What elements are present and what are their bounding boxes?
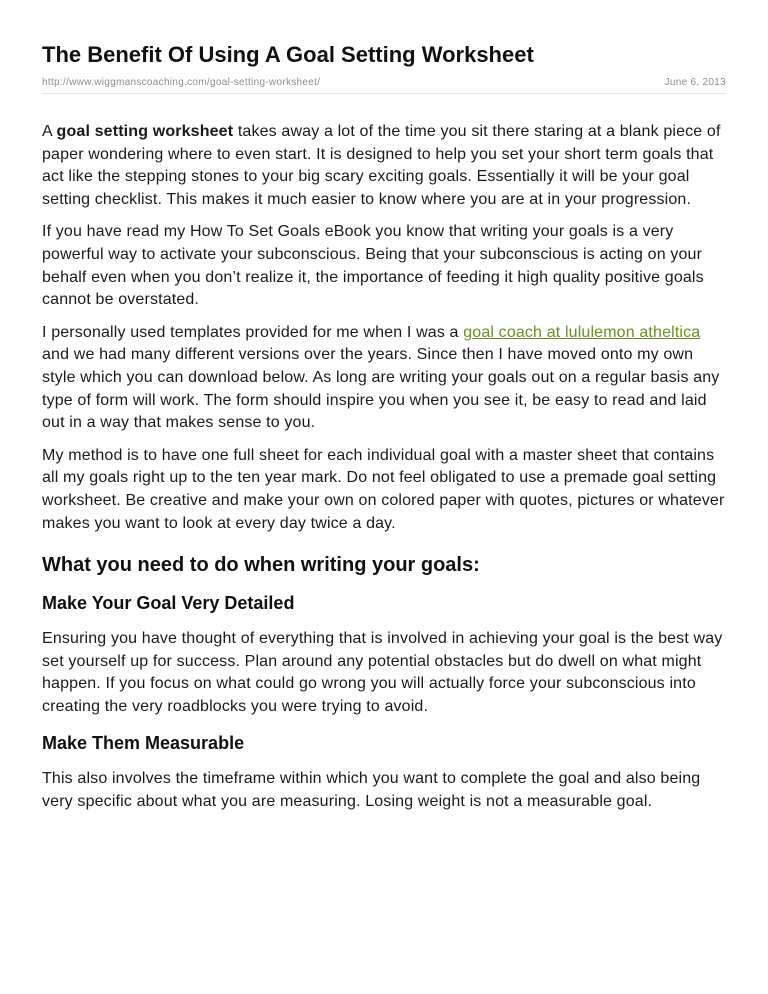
paragraph-intro-bold: goal setting worksheet	[56, 123, 234, 140]
paragraph-detailed: Ensuring you have thought of everything that is involved in achieving your goal is the best way set yourself up for success. Plan around any potential obstacles but do dwell on what might happen. If you focus on what could go wrong you will actually force your subconscious into creating the very roadblocks you were trying to avoid.	[42, 630, 723, 715]
paragraph-measurable: This also involves the timeframe within which you want to complete the goal and also being very specific about what you are measuring. Losing weight is not a measurable goal.	[42, 770, 701, 811]
subheading-detailed: Make Your Goal Very Detailed	[42, 593, 295, 614]
paragraph-templates	[42, 322, 726, 435]
page-title: The Benefit Of Using A Goal Setting Worksheet	[42, 42, 534, 67]
paragraph-ebook: If you have read my How To Set Goals eBook you know that writing your goals is a very powerful way to activate your subconscious. Being that your subconscious is acting on your behalf even when you don’t realize it, the importance of feeding it high quality positive goals cannot be overstated.	[42, 223, 704, 309]
article-meta	[42, 77, 726, 89]
paragraph-templates-post: and we had many different versions over the years. Since then I have moved onto my own style which you can download below. As long are writing your goals out on a regular basis any type of form will work. The form should inspire you when you see it, be easy to read and laid out in a way that makes sense to you.	[42, 346, 720, 432]
section-heading: What you need to do when writing your goals:	[42, 554, 480, 577]
subheading-measurable: Make Them Measurable	[42, 733, 245, 754]
paragraph-method: My method is to have one full sheet for each individual goal with a master sheet that contains all my goals right up to the ten year mark. Do not feel obligated to use a premade goal setting worksheet. Be creative and make your own on colored paper with quotes, pictures or whatever makes you want to look at every day twice a day.	[42, 446, 725, 532]
lululemon-link[interactable]: goal coach at lululemon atheltica	[463, 323, 701, 341]
paragraph-intro	[42, 121, 726, 211]
source-url[interactable]: http://www.wiggmanscoaching.com/goal-setting-worksheet/	[42, 77, 321, 88]
paragraph-templates-pre: I personally used templates provided for me when I was a	[42, 323, 464, 341]
paragraph-intro-pre: A	[42, 123, 57, 140]
publish-date: June 6, 2013	[664, 77, 726, 88]
paragraph-intro-post: takes away a lot of the time you sit there staring at a blank piece of paper wondering where to even start. It is designed to help you set your short term goals that act like the stepping stones to your big scary exciting goals. Essentially it will be your goal setting checklist. This makes it much easier to know where you are at in your progression.	[42, 123, 721, 208]
header-divider	[42, 93, 726, 94]
